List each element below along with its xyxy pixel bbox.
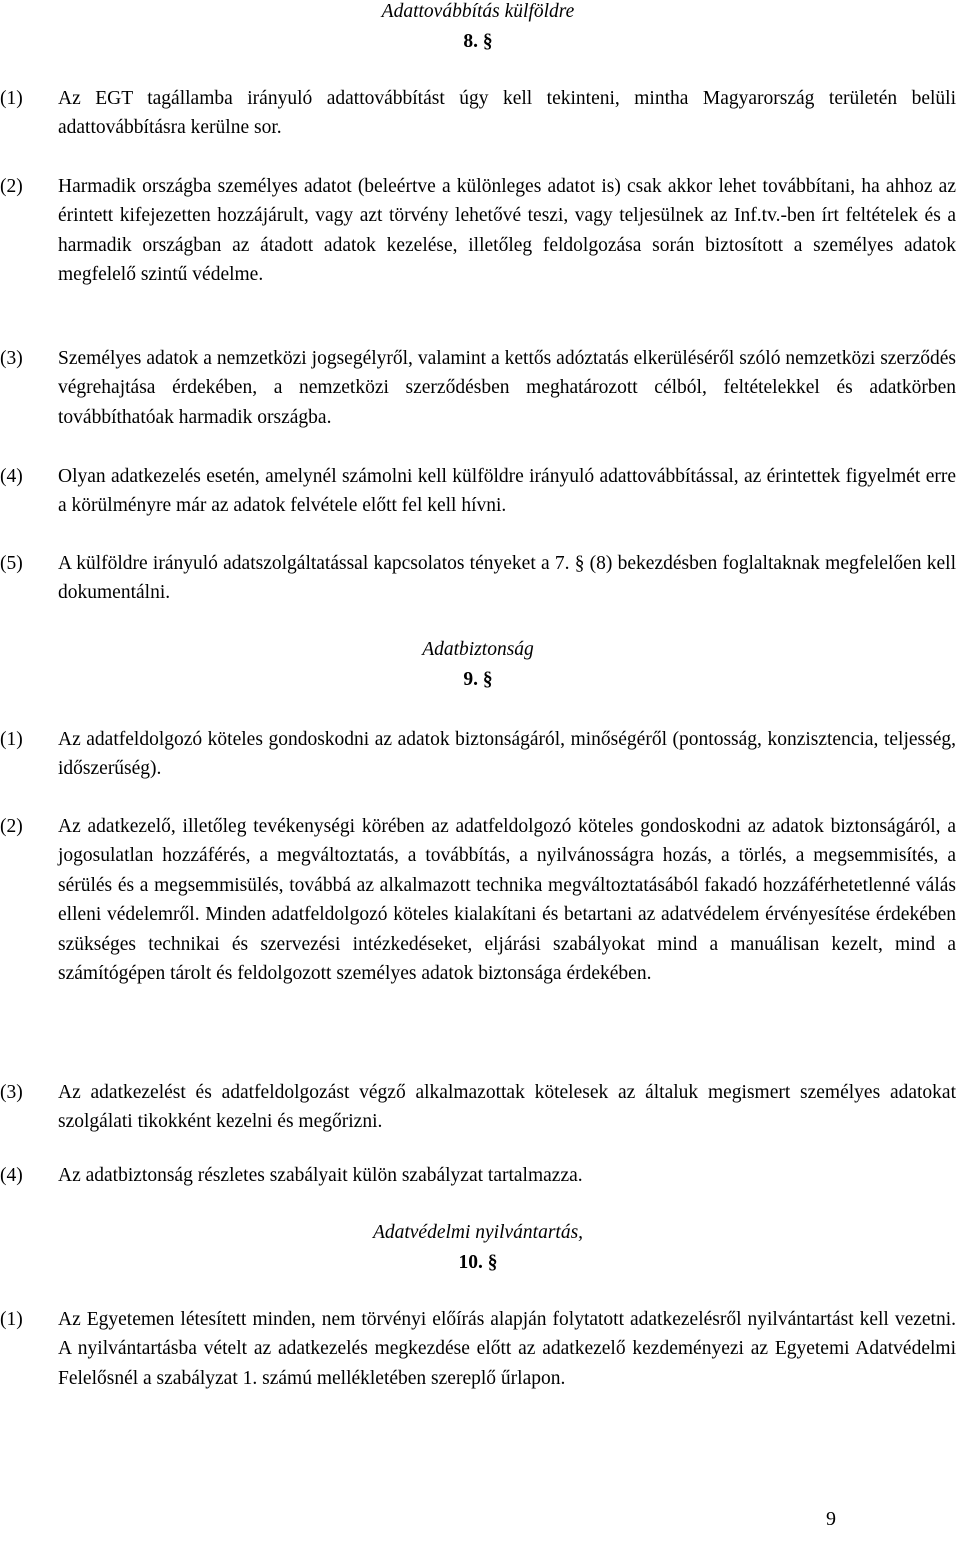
paragraph — [0, 172, 956, 290]
paragraph-text: Az EGT tagállamba irányuló adattovábbítást úgy kell tekinteni, mintha Magyarország területén belüli adattovábbításra kerülne sor. — [58, 88, 956, 139]
section-number: 8. § — [463, 31, 493, 52]
paragraph-number: (1) — [0, 729, 23, 750]
section-number: 10. § — [458, 1252, 498, 1273]
paragraph — [0, 462, 956, 521]
paragraph-text: Az adatfeldolgozó köteles gondoskodni az adatok biztonságáról, minőségéről (pontosság, konzisztencia, teljesség, időszerűség). — [58, 729, 956, 780]
paragraph-text: Személyes adatok a nemzetközi jogsegélyről, valamint a kettős adóztatás elkerüléséről szóló nemzetközi szerződés végrehajtása érdekében, a nemzetközi szerződésben meghatározott célból, feltételekkel és adatkörben továbbíthatóak harmadik országba. — [58, 348, 956, 428]
paragraph — [0, 725, 956, 784]
paragraph-text: Az adatkezelő, illetőleg tevékenységi körében az adatfeldolgozó köteles gondoskodni az adatok biztonságáról, a jogosulatlan hozzáférés, a megváltoztatás, a továbbítás, a nyilvánosságra hozás, a törlés, a megsemmisítés, a sérülés és a megsemmisülés, továbbá az alkalmazott technika megváltoztatásából fakadó hozzáférhetetlenné válás elleni védelemről. Minden adatfeldolgozó köteles kialakítani és betartani az adatvédelem érvényesítése érdekében szükséges technikai és szervezési intézkedéseket, eljárási szabályokat mind a manuálisan kezelt, mind a számítógépen tárolt és feldolgozott személyes adatok biztonsága érdekében. — [58, 816, 956, 985]
paragraph-number: (4) — [0, 1165, 23, 1186]
paragraph-number: (3) — [0, 348, 23, 369]
paragraph-text: Az Egyetemen létesített minden, nem törvényi előírás alapján folytatott adatkezelésről nyilvántartást kell vezetni. A nyilvántartásba vételt az adatkezelés megkezdése előtt az adatkezelő kezdeményezi az Egyetemi Adatvédelmi Felelősnél a szabályzat 1. számú mellékletében szereplő űrlapon. — [58, 1309, 956, 1389]
section-title: Adattovábbítás külföldre — [381, 1, 575, 22]
paragraph-text: Az adatkezelést és adatfeldolgozást végző alkalmazottak kötelesek az általuk megismert személyes adatokat szolgálati tikokként kezelni és megőrizni. — [58, 1082, 956, 1133]
paragraph-text: Olyan adatkezelés esetén, amelynél számolni kell külföldre irányuló adattovábbítással, az érintettek figyelmét erre a körülményre már az adatok felvétele előtt fel kell hívni. — [58, 466, 956, 517]
section-9 — [0, 635, 956, 695]
paragraph-number: (5) — [0, 553, 23, 574]
paragraph-number: (2) — [0, 176, 23, 197]
paragraph — [0, 812, 956, 988]
paragraph-number: (4) — [0, 466, 23, 487]
section-8 — [0, 0, 956, 57]
paragraph-text: A külföldre irányuló adatszolgáltatással kapcsolatos tényeket a 7. § (8) bekezdésben foglaltaknak megfelelően kell dokumentálni. — [58, 553, 956, 604]
paragraph — [0, 549, 956, 608]
paragraph-number: (3) — [0, 1082, 23, 1103]
paragraph-text: Az adatbiztonság részletes szabályait külön szabályzat tartalmazza. — [58, 1165, 583, 1186]
section-number: 9. § — [463, 669, 493, 690]
paragraph — [0, 1161, 956, 1190]
paragraph — [0, 344, 956, 432]
section-title: Adatbiztonság — [422, 639, 534, 660]
paragraph — [0, 1078, 956, 1137]
paragraph-number: (2) — [0, 816, 23, 837]
paragraph — [0, 1305, 956, 1393]
paragraph — [0, 84, 956, 143]
paragraph-text: Harmadik országba személyes adatot (beleértve a különleges adatot is) csak akkor lehet továbbítani, ha ahhoz az érintett kifejezetten hozzájárult, vagy azt törvény lehetővé teszi, vagy teljesülnek az Inf.tv.-ben írt feltételek és a harmadik országban az átadott adatok kezelése, illetőleg feldolgozása során biztosított a személyes adatok megfelelő szintű védelme. — [58, 176, 956, 286]
section-title: Adatvédelmi nyilvántartás, — [372, 1222, 584, 1243]
paragraph-number: (1) — [0, 1309, 23, 1330]
page-number: 9 — [826, 1508, 836, 1530]
section-10 — [0, 1218, 956, 1278]
paragraph-number: (1) — [0, 88, 23, 109]
